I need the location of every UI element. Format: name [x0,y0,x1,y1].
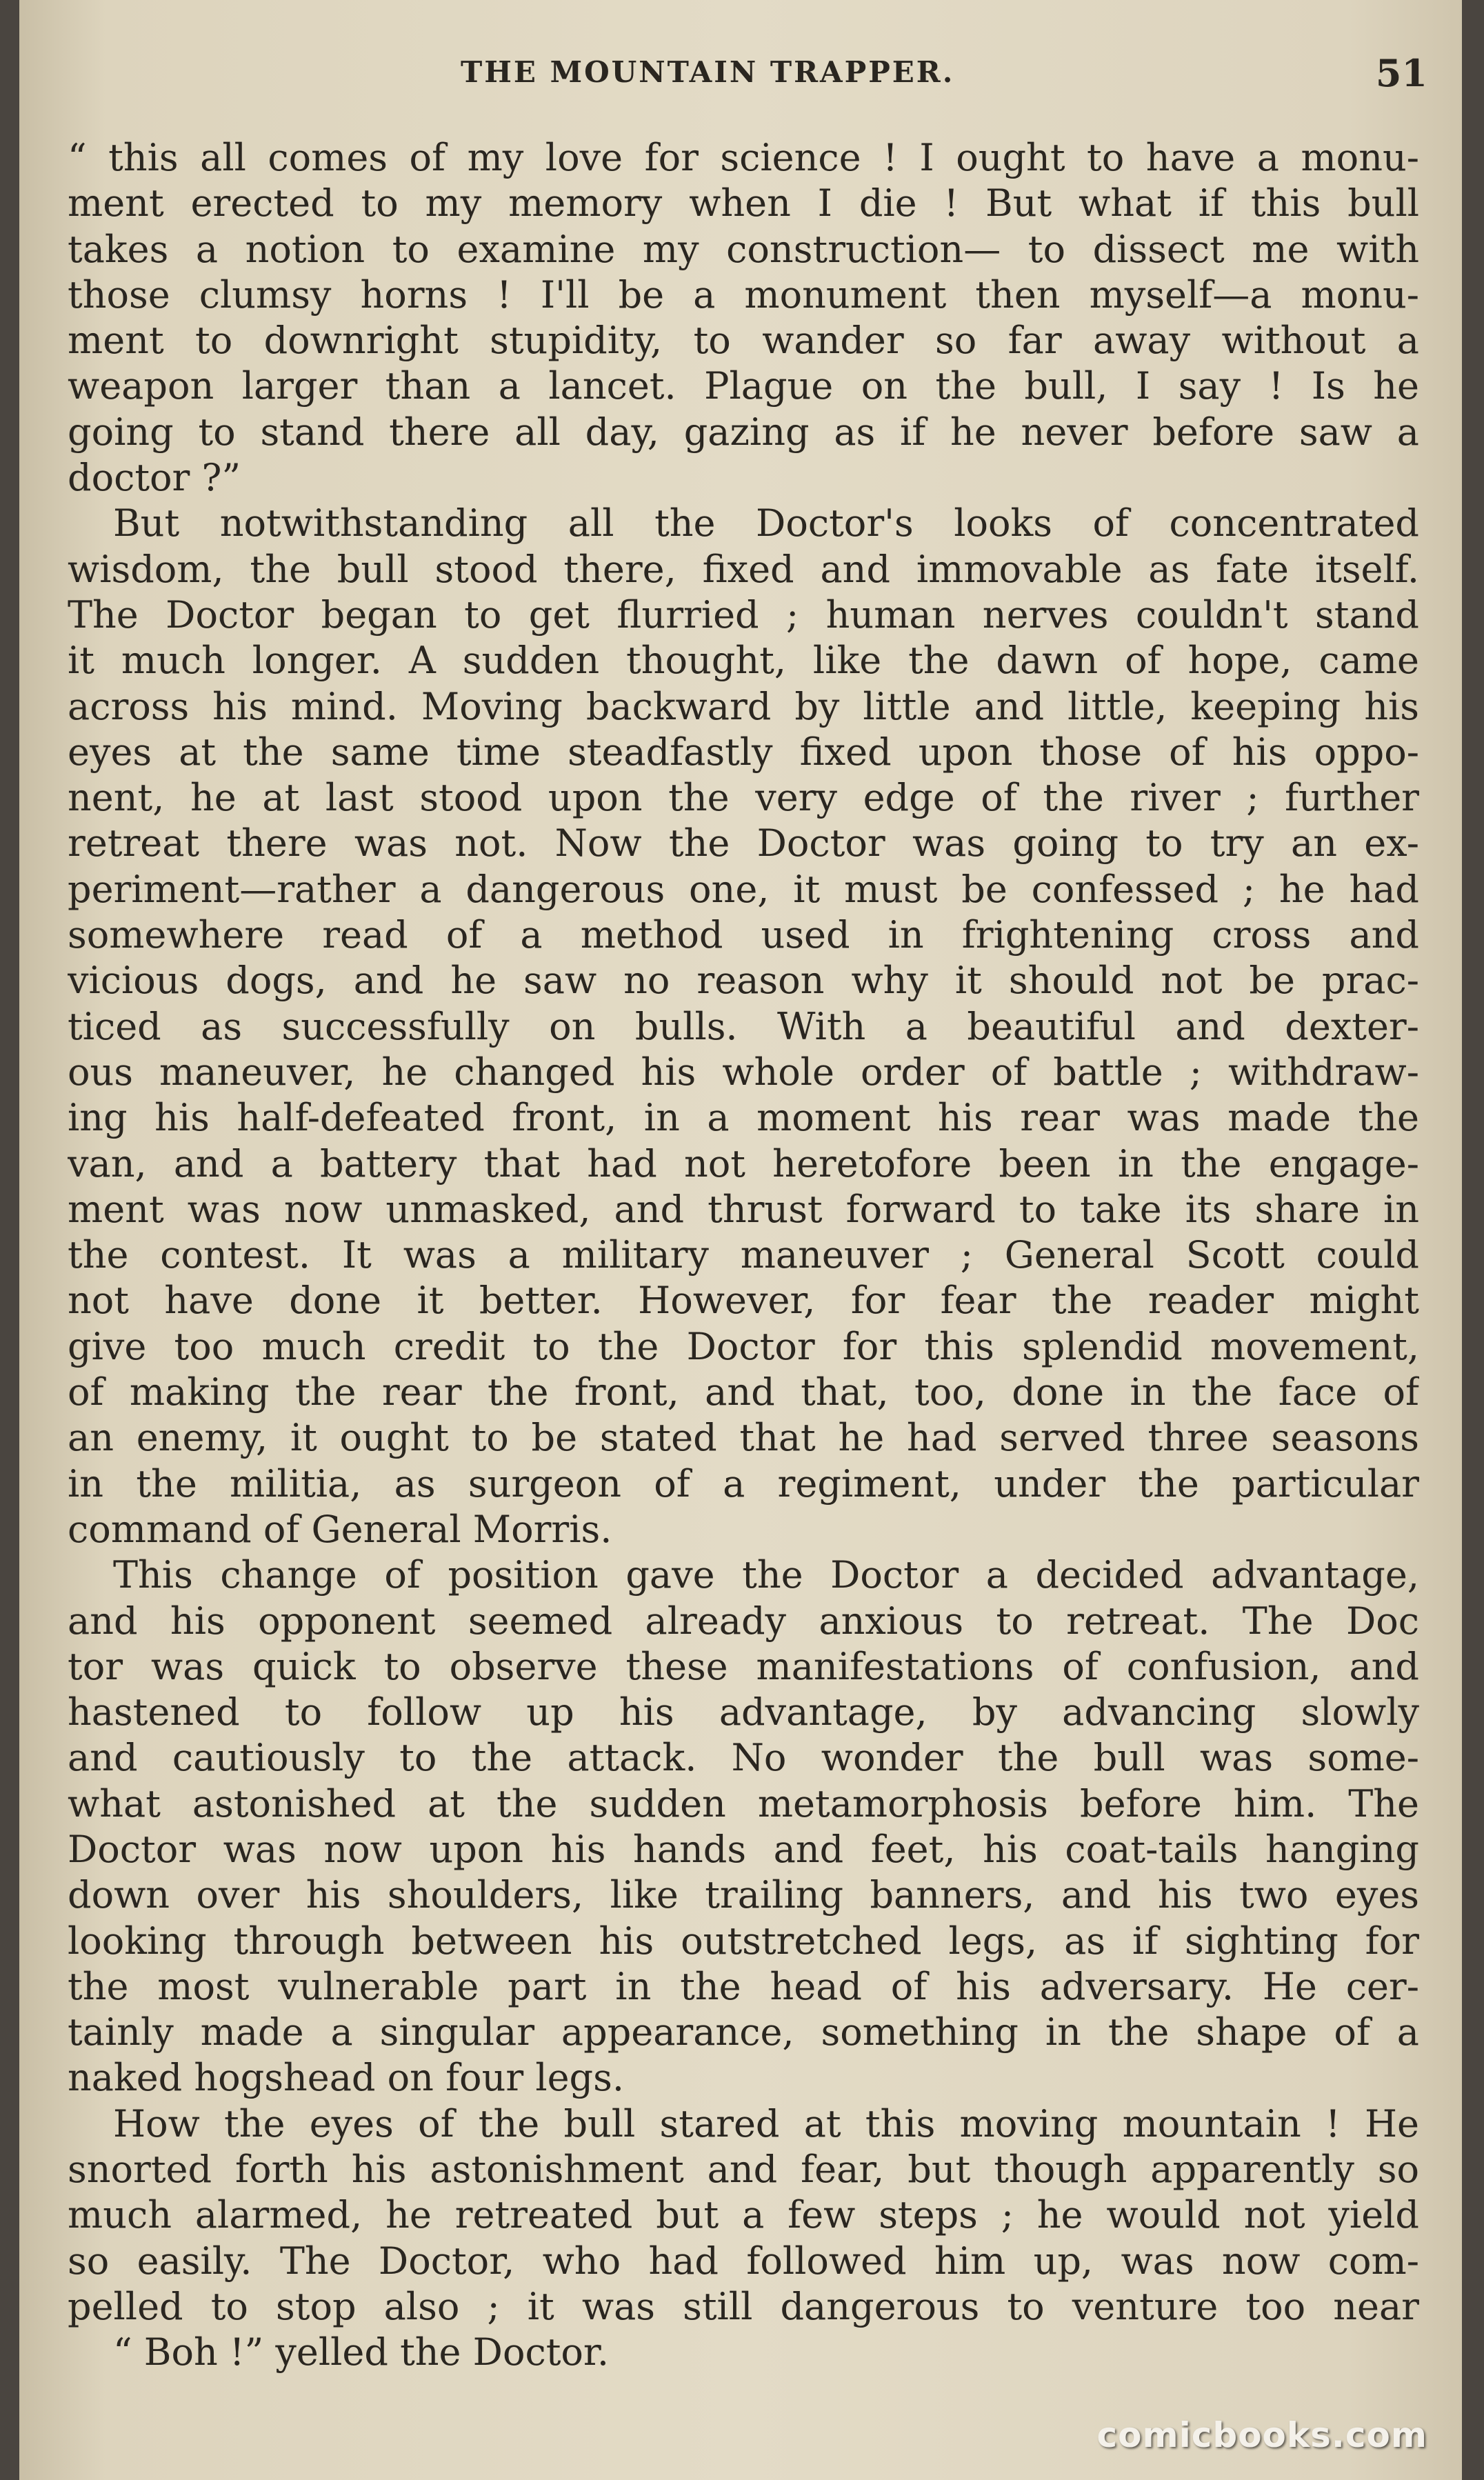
text-line: command of General Morris. [68,1507,612,1551]
text-line: wisdom, the bull stood there, fixed and immovable as fate itself. [68,547,1419,591]
page-number: 51 [1375,51,1427,95]
text-line: van, and a battery that had not heretofore been in the engage- [68,1141,1419,1186]
text-line: ment to downright stupidity, to wander so far away without a [68,319,1419,363]
text-line: what astonished at the sudden metamorphosis before him. The [68,1781,1419,1826]
body-text [68,135,1419,2376]
text-line: those clumsy horns ! I'll be a monument then myself—a monu- [68,272,1419,317]
text-line: pelled to stop also ; it was still dangerous to venture too near [68,2284,1419,2328]
text-line: tainly made a singular appearance, something in the shape of a [68,2010,1419,2054]
text-line: it much longer. A sudden thought, like the dawn of hope, came [68,639,1419,683]
text-line: give too much credit to the Doctor for this splendid movement, [68,1324,1419,1368]
watermark: comicbooks.com [1096,2415,1427,2455]
text-line: “ this all comes of my love for science ! I ought to have a monu- [68,136,1419,179]
text-line: eyes at the same time steadfastly fixed upon those of his oppo- [68,730,1419,774]
text-line: periment—rather a dangerous one, it must be confessed ; he had [68,867,1419,911]
text-line: vicious dogs, and he saw no reason why it should not be prac- [68,959,1419,1003]
text-line: takes a notion to examine my construction— to dissect me with [68,227,1419,271]
text-line: doctor ?” [68,456,241,500]
text-line: somewhere read of a method used in frightening cross and [68,913,1419,957]
text-line: The Doctor began to get flurried ; human nerves couldn't stand [68,592,1419,637]
text-line: This change of position gave the Doctor a decided advantage, [113,1553,1419,1597]
text-line: an enemy, it ought to be stated that he had served three seasons [68,1416,1419,1460]
text-line: tor was quick to observe these manifestations of confusion, and [68,1644,1419,1688]
text-line: the contest. It was a military maneuver ; General Scott could [68,1233,1419,1277]
running-head [19,51,1462,97]
text-line: of making the rear the front, and that, too, done in the face of [68,1370,1419,1414]
text-line: ing his half-defeated front, in a moment his rear was made the [68,1096,1419,1140]
text-line: But notwithstanding all the Doctor's looks of concentrated [113,501,1419,546]
text-line: down over his shoulders, like trailing banners, and his two eyes [68,1873,1419,1917]
text-line: ticed as successfully on bulls. With a beautiful and dexter- [68,1004,1419,1048]
text-line: ment was now unmasked, and thrust forward to take its share in [68,1187,1419,1231]
text-line: ous maneuver, he changed his whole order of battle ; withdraw- [68,1050,1419,1094]
text-line: and his opponent seemed already anxious to retreat. The Doc [68,1599,1419,1643]
text-line: ment erected to my memory when I die ! But what if this bull [68,181,1419,226]
text-line: so easily. The Doctor, who had followed him up, was now com- [68,2239,1419,2283]
running-title: THE MOUNTAIN TRAPPER. [461,55,955,89]
text-line: the most vulnerable part in the head of his adversary. He cer- [68,1964,1419,2008]
text-line: “ Boh !” yelled the Doctor. [113,2330,609,2374]
text-line: across his mind. Moving backward by little and little, keeping his [68,684,1419,728]
text-line: and cautiously to the attack. No wonder the bull was some- [68,1736,1419,1780]
text-line: hastened to follow up his advantage, by advancing slowly [68,1690,1419,1734]
text-line: Doctor was now upon his hands and feet, his coat-tails hanging [68,1827,1419,1871]
text-line: How the eyes of the bull stared at this moving mountain ! He [113,2101,1419,2146]
text-line: going to stand there all day, gazing as if he never before saw a [68,410,1419,454]
text-line: snorted forth his astonishment and fear, but though apparently so [68,2148,1419,2192]
text-line: weapon larger than a lancet. Plague on the bull, I say ! Is he [68,364,1419,408]
text-line: naked hogshead on four legs. [68,2056,624,2100]
text-line: nent, he at last stood upon the very edge of the river ; further [68,776,1419,820]
text-line: retreat there was not. Now the Doctor was going to try an ex- [68,821,1419,866]
text-line: in the militia, as surgeon of a regiment, under the particular [68,1461,1419,1506]
text-line: not have done it better. However, for fear the reader might [68,1279,1419,1323]
book-page [19,0,1462,2480]
text-line: much alarmed, he retreated but a few steps ; he would not yield [68,2193,1419,2237]
text-line: looking through between his outstretched legs, as if sighting for [68,1919,1419,1963]
